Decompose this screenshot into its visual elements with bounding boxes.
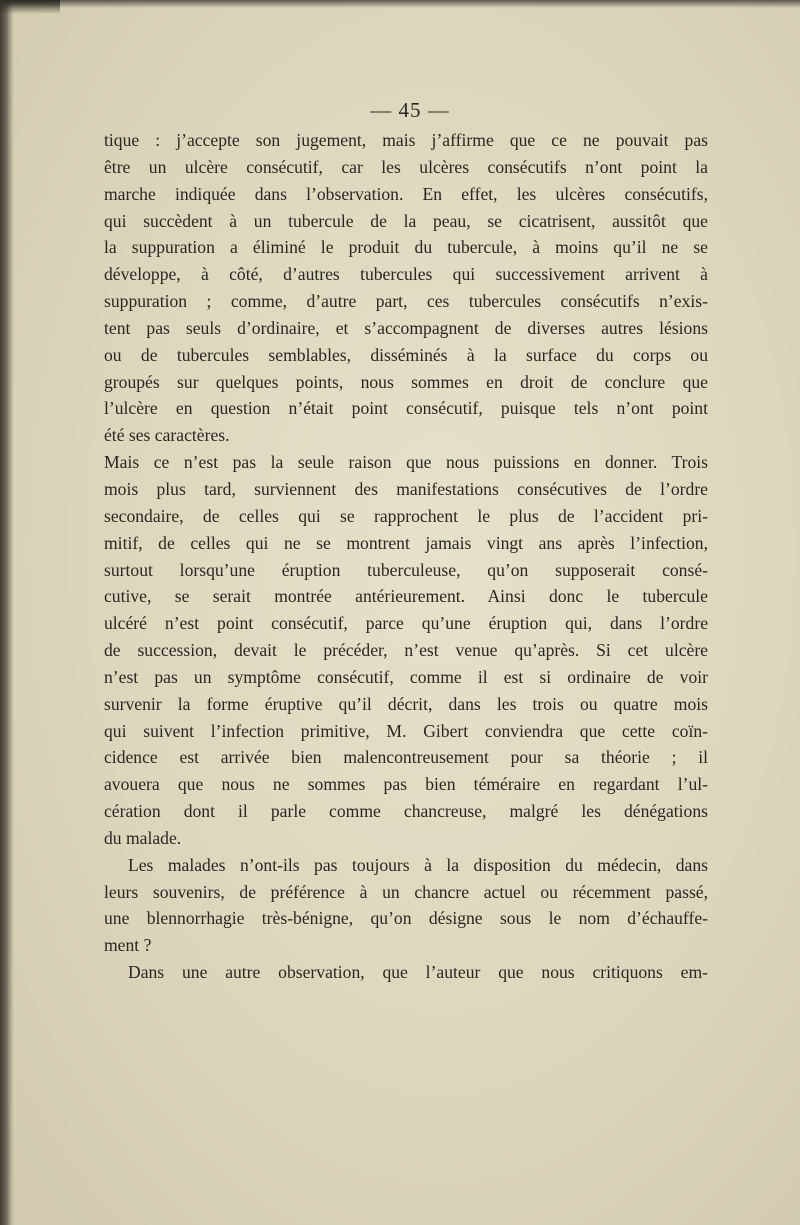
text-line: développe, à côté, d’autres tubercules qui successivement arrivent à (104, 264, 708, 285)
text-line: surtout lorsqu’une éruption tuberculeuse, qu’on supposerait consé- (104, 559, 708, 580)
text-line: suppuration ; comme, d’autre part, ces tubercules consécutifs n’exis- (104, 291, 708, 312)
text-line: n’est pas un symptôme consécutif, comme il est si ordinaire de voir (104, 666, 708, 687)
text-line: été ses caractères. (104, 425, 230, 446)
page-top-edge (0, 0, 800, 8)
text-line: de succession, devait le précéder, n’est venue qu’après. Si cet ulcère (104, 640, 708, 661)
text-line: Dans une autre observation, que l’auteur que nous critiquons em- (128, 962, 708, 983)
text-line: secondaire, de celles qui se rapprochent le plus de l’accident pri- (104, 505, 708, 526)
text-line: l’ulcère en question n’était point consécutif, puisque tels n’ont point (104, 398, 708, 419)
page-number: — 45 — (370, 98, 450, 122)
text-line: cutive, se serait montrée antérieurement. Ainsi donc le tubercule (104, 586, 708, 607)
text-line: marche indiquée dans l’observation. En effet, les ulcères consécutifs, (104, 183, 708, 204)
text-line: cidence est arrivée bien malencontreusement pour sa théorie ; il (104, 747, 708, 768)
text-line: avouera que nous ne sommes pas bien téméraire en regardant l’ul- (104, 774, 708, 795)
text-line: la suppuration a éliminé le produit du tubercule, à moins qu’il ne se (104, 237, 708, 258)
page-corner-shadow (0, 0, 60, 14)
text-line: du malade. (104, 827, 182, 848)
text-line: ulcéré n’est point consécutif, parce qu’une éruption qui, dans l’ordre (104, 613, 708, 634)
text-line: qui suivent l’infection primitive, M. Gibert conviendra que cette coïn- (104, 720, 708, 741)
text-line: une blennorrhagie très-bénigne, qu’on désigne sous le nom d’échauffe- (104, 908, 708, 929)
page-speck (712, 1128, 720, 1136)
text-line: cération dont il parle comme chancreuse, malgré les dénégations (104, 801, 708, 822)
text-line: ment ? (104, 935, 152, 956)
text-line: mitif, de celles qui ne se montrent jamais vingt ans après l’infection, (104, 532, 708, 553)
text-line: Mais ce n’est pas la seule raison que nous puissions en donner. Trois (104, 452, 708, 473)
text-line: mois plus tard, surviennent des manifestations consécutives de l’ordre (104, 478, 708, 499)
text-line: Les malades n’ont-ils pas toujours à la disposition du médecin, dans (128, 854, 708, 875)
text-line: leurs souvenirs, de préférence à un chancre actuel ou récemment passé, (104, 881, 708, 902)
text-line: tent pas seuls d’ordinaire, et s’accompagnent de diverses autres lésions (104, 317, 708, 338)
text-line: qui succèdent à un tubercule de la peau, se cicatrisent, aussitôt que (104, 210, 708, 231)
text-line: ou de tubercules semblables, disséminés à la surface du corps ou (104, 344, 708, 365)
text-line: être un ulcère consécutif, car les ulcères consécutifs n’ont point la (104, 156, 708, 177)
text-line: tique : j’accepte son jugement, mais j’affirme que ce ne pouvait pas (104, 130, 708, 150)
text-line: groupés sur quelques points, nous sommes en droit de conclure que (104, 371, 708, 392)
text-line: survenir la forme éruptive qu’il décrit, dans les trois ou quatre mois (104, 693, 708, 714)
body-text (104, 127, 708, 986)
page-binding-edge (0, 0, 14, 1225)
